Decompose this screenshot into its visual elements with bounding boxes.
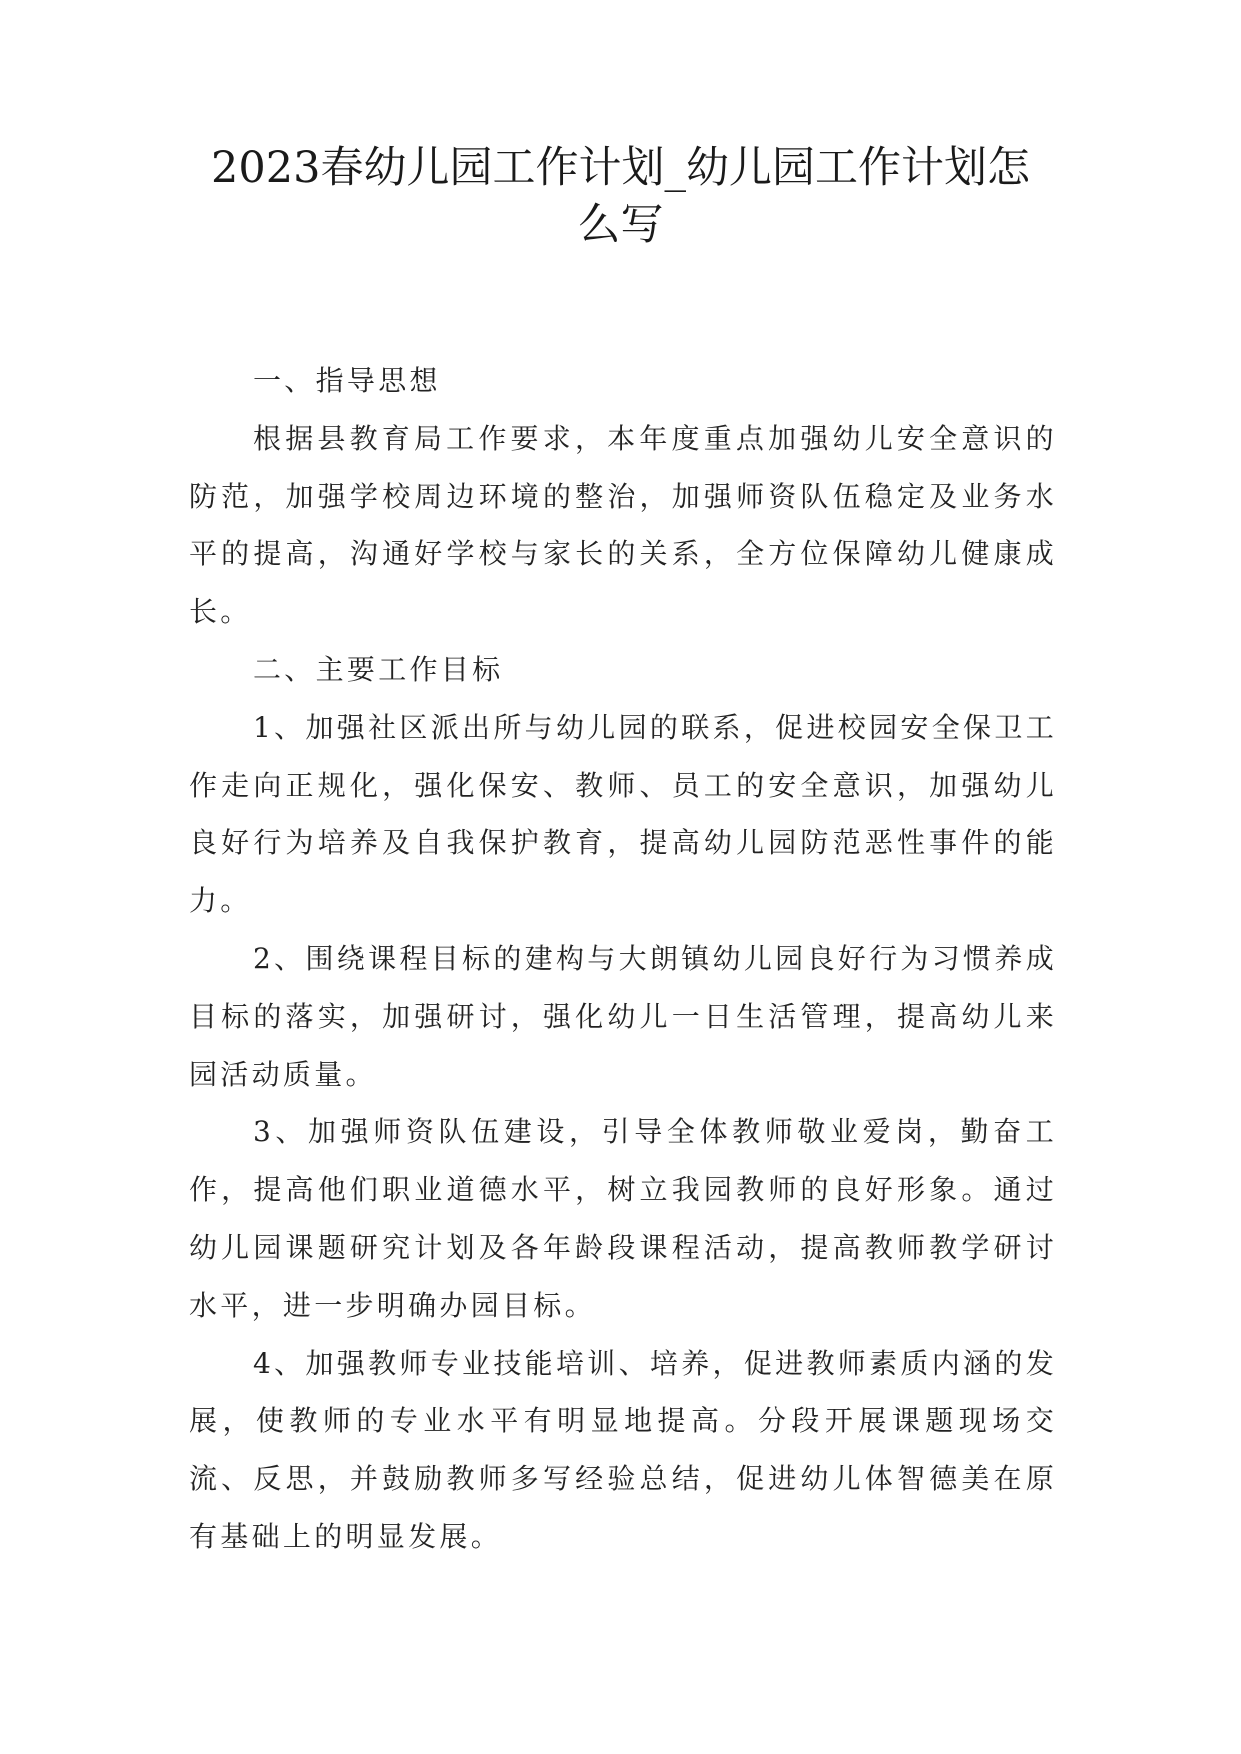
section-heading-main-goals: 二、主要工作目标 xyxy=(253,652,504,686)
section-heading-guiding-ideology: 一、指导思想 xyxy=(253,364,441,397)
paragraph: 4、加强教师专业技能培训、培养，促进教师素质内涵的发展，使教师的专业水平有明显地提高。分段开展课题现场交流、反思，并鼓励教师多写经验总结，促进幼儿体智德美在原有基础上的明显发展。 xyxy=(189,1346,1057,1553)
document-title xyxy=(150,140,1091,254)
title-line-2: 么写 xyxy=(577,200,664,250)
paragraph: 根据县教育局工作要求，本年度重点加强幼儿安全意识的防范，加强学校周边环境的整治，加强师资队伍稳定及业务水平的提高，沟通好学校与家长的关系，全方位保障幼儿健康成长。 xyxy=(189,421,1057,629)
title-line-1: 2023春幼儿园工作计划_幼儿园工作计划怎 xyxy=(211,143,1030,193)
document-body xyxy=(189,352,1057,1566)
paragraph: 3、加强师资队伍建设，引导全体教师敬业爱岗，勤奋工作，提高他们职业道德水平，树立我园教师的良好形象。通过幼儿园课题研究计划及各年龄段课程活动，提高教师教学研讨水平，进一步明确办园目标。 xyxy=(189,1115,1057,1322)
paragraph: 2、围绕课程目标的建构与大朗镇幼儿园良好行为习惯养成目标的落实，加强研讨，强化幼儿一日生活管理，提高幼儿来园活动质量。 xyxy=(189,941,1057,1091)
paragraph: 1、加强社区派出所与幼儿园的联系，促进校园安全保卫工作走向正规化，强化保安、教师、员工的安全意识，加强幼儿良好行为培养及自我保护教育，提高幼儿园防范恶性事件的能力。 xyxy=(189,710,1057,918)
